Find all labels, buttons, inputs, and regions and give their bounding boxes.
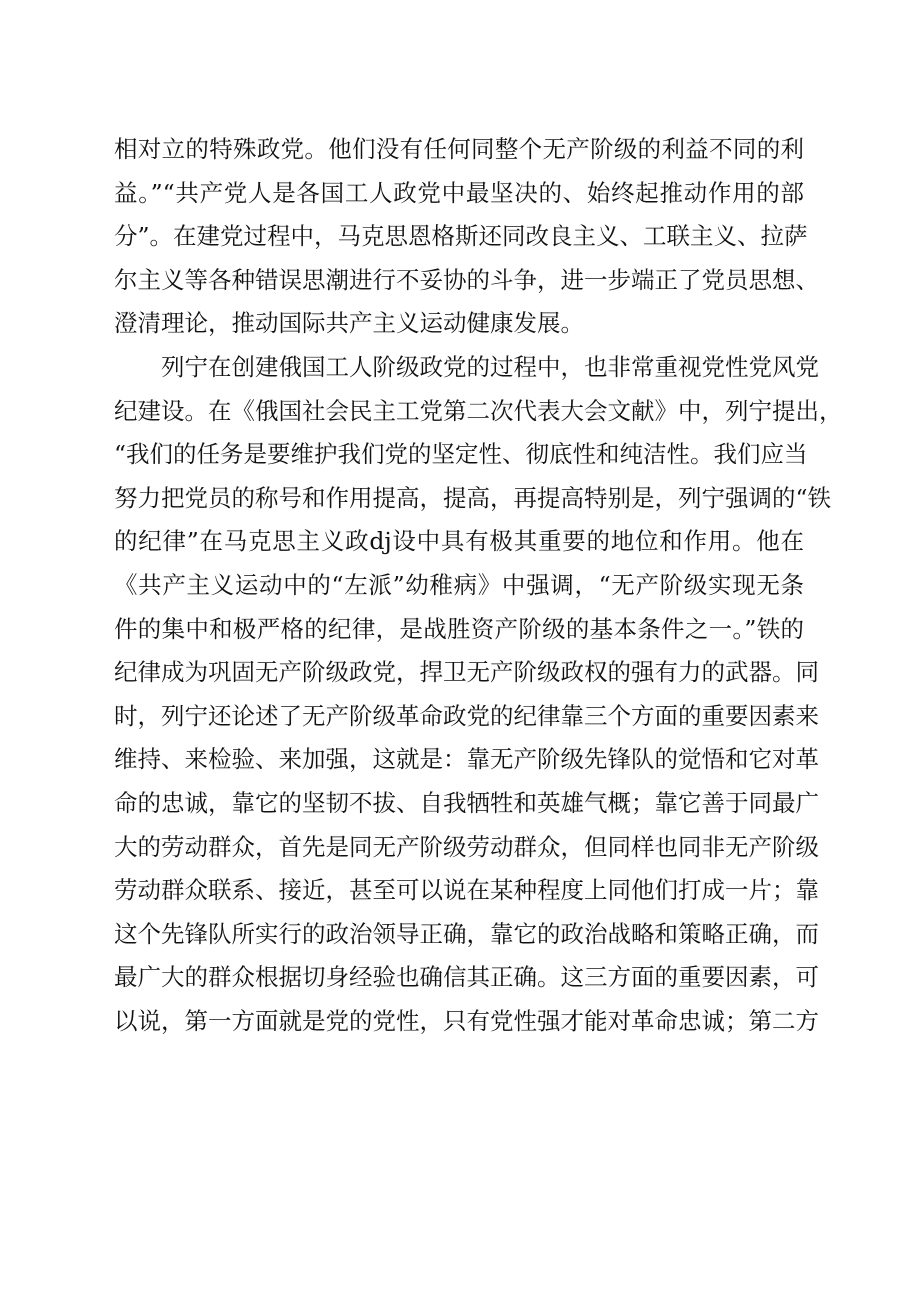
paragraph-line: 纪律成为巩固无产阶级政党，捍卫无产阶级政权的强有力的武器。同 [114,658,819,687]
paragraph-line: 纪建设。在《俄国社会民主工党第二次代表大会文献》中，列宁提出， [114,396,843,425]
document-body [114,128,843,1043]
paragraph-line: 大的劳动群众，首先是同无产阶级劳动群众，但同样也同非无产阶级 [114,832,819,861]
paragraph-line: 列宁在创建俄国工人阶级政党的过程中，也非常重视党性党风党 [161,352,819,381]
paragraph-1 [114,128,819,346]
paragraph-line: 劳动群众联系、接近，甚至可以说在某种程度上同他们打成一片；靠 [114,876,819,905]
paragraph-line: 益。”“共产党人是各国工人政党中最坚决的、始终起推动作用的部 [114,178,804,207]
paragraph-line: 尔主义等各种错误思潮进行不妥协的斗争，进一步端正了党员思想、 [114,265,819,294]
paragraph-line: 分”。在建党过程中，马克思恩格斯还同改良主义、工联主义、拉萨 [114,222,808,251]
paragraph-line: 件的集中和极严格的纪律，是战胜资产阶级的基本条件之一。”铁的 [114,614,804,643]
paragraph-line: 相对立的特殊政党。他们没有任何同整个无产阶级的利益不同的利 [114,135,804,163]
paragraph-line: 以说，第一方面就是党的党性，只有党性强才能对革命忠诚；第二方 [114,1006,819,1035]
paragraph-line: 这个先锋队所实行的政治领导正确，靠它的政治战略和策略正确，而 [114,919,819,948]
paragraph-line: 维持、来检验、来加强，这就是：靠无产阶级先锋队的觉悟和它对革 [114,745,819,774]
paragraph-2 [114,346,843,1044]
paragraph-line: “我们的任务是要维护我们党的坚定性、彻底性和纯洁性。我们应当 [114,440,808,469]
paragraph-line: 最广大的群众根据切身经验也确信其正确。这三方面的重要因素，可 [114,963,819,992]
paragraph-line: 命的忠诚，靠它的坚韧不拔、自我牺牲和英雄气概；靠它善于同最广 [114,788,819,817]
paragraph-line: 努力把党员的称号和作用提高，提高，再提高特别是，列宁强调的“铁 [114,483,832,512]
paragraph-line: 的纪律”在马克思主义政dj设中具有极其重要的地位和作用。他在 [114,527,804,556]
paragraph-line: 澄清理论，推动国际共产主义运动健康发展。 [114,309,584,338]
paragraph-line: 《共产主义运动中的“左派”幼稚病》中强调，“无产阶级实现无条 [114,570,804,599]
paragraph-line: 时，列宁还论述了无产阶级革命政党的纪律靠三个方面的重要因素来 [114,701,819,730]
